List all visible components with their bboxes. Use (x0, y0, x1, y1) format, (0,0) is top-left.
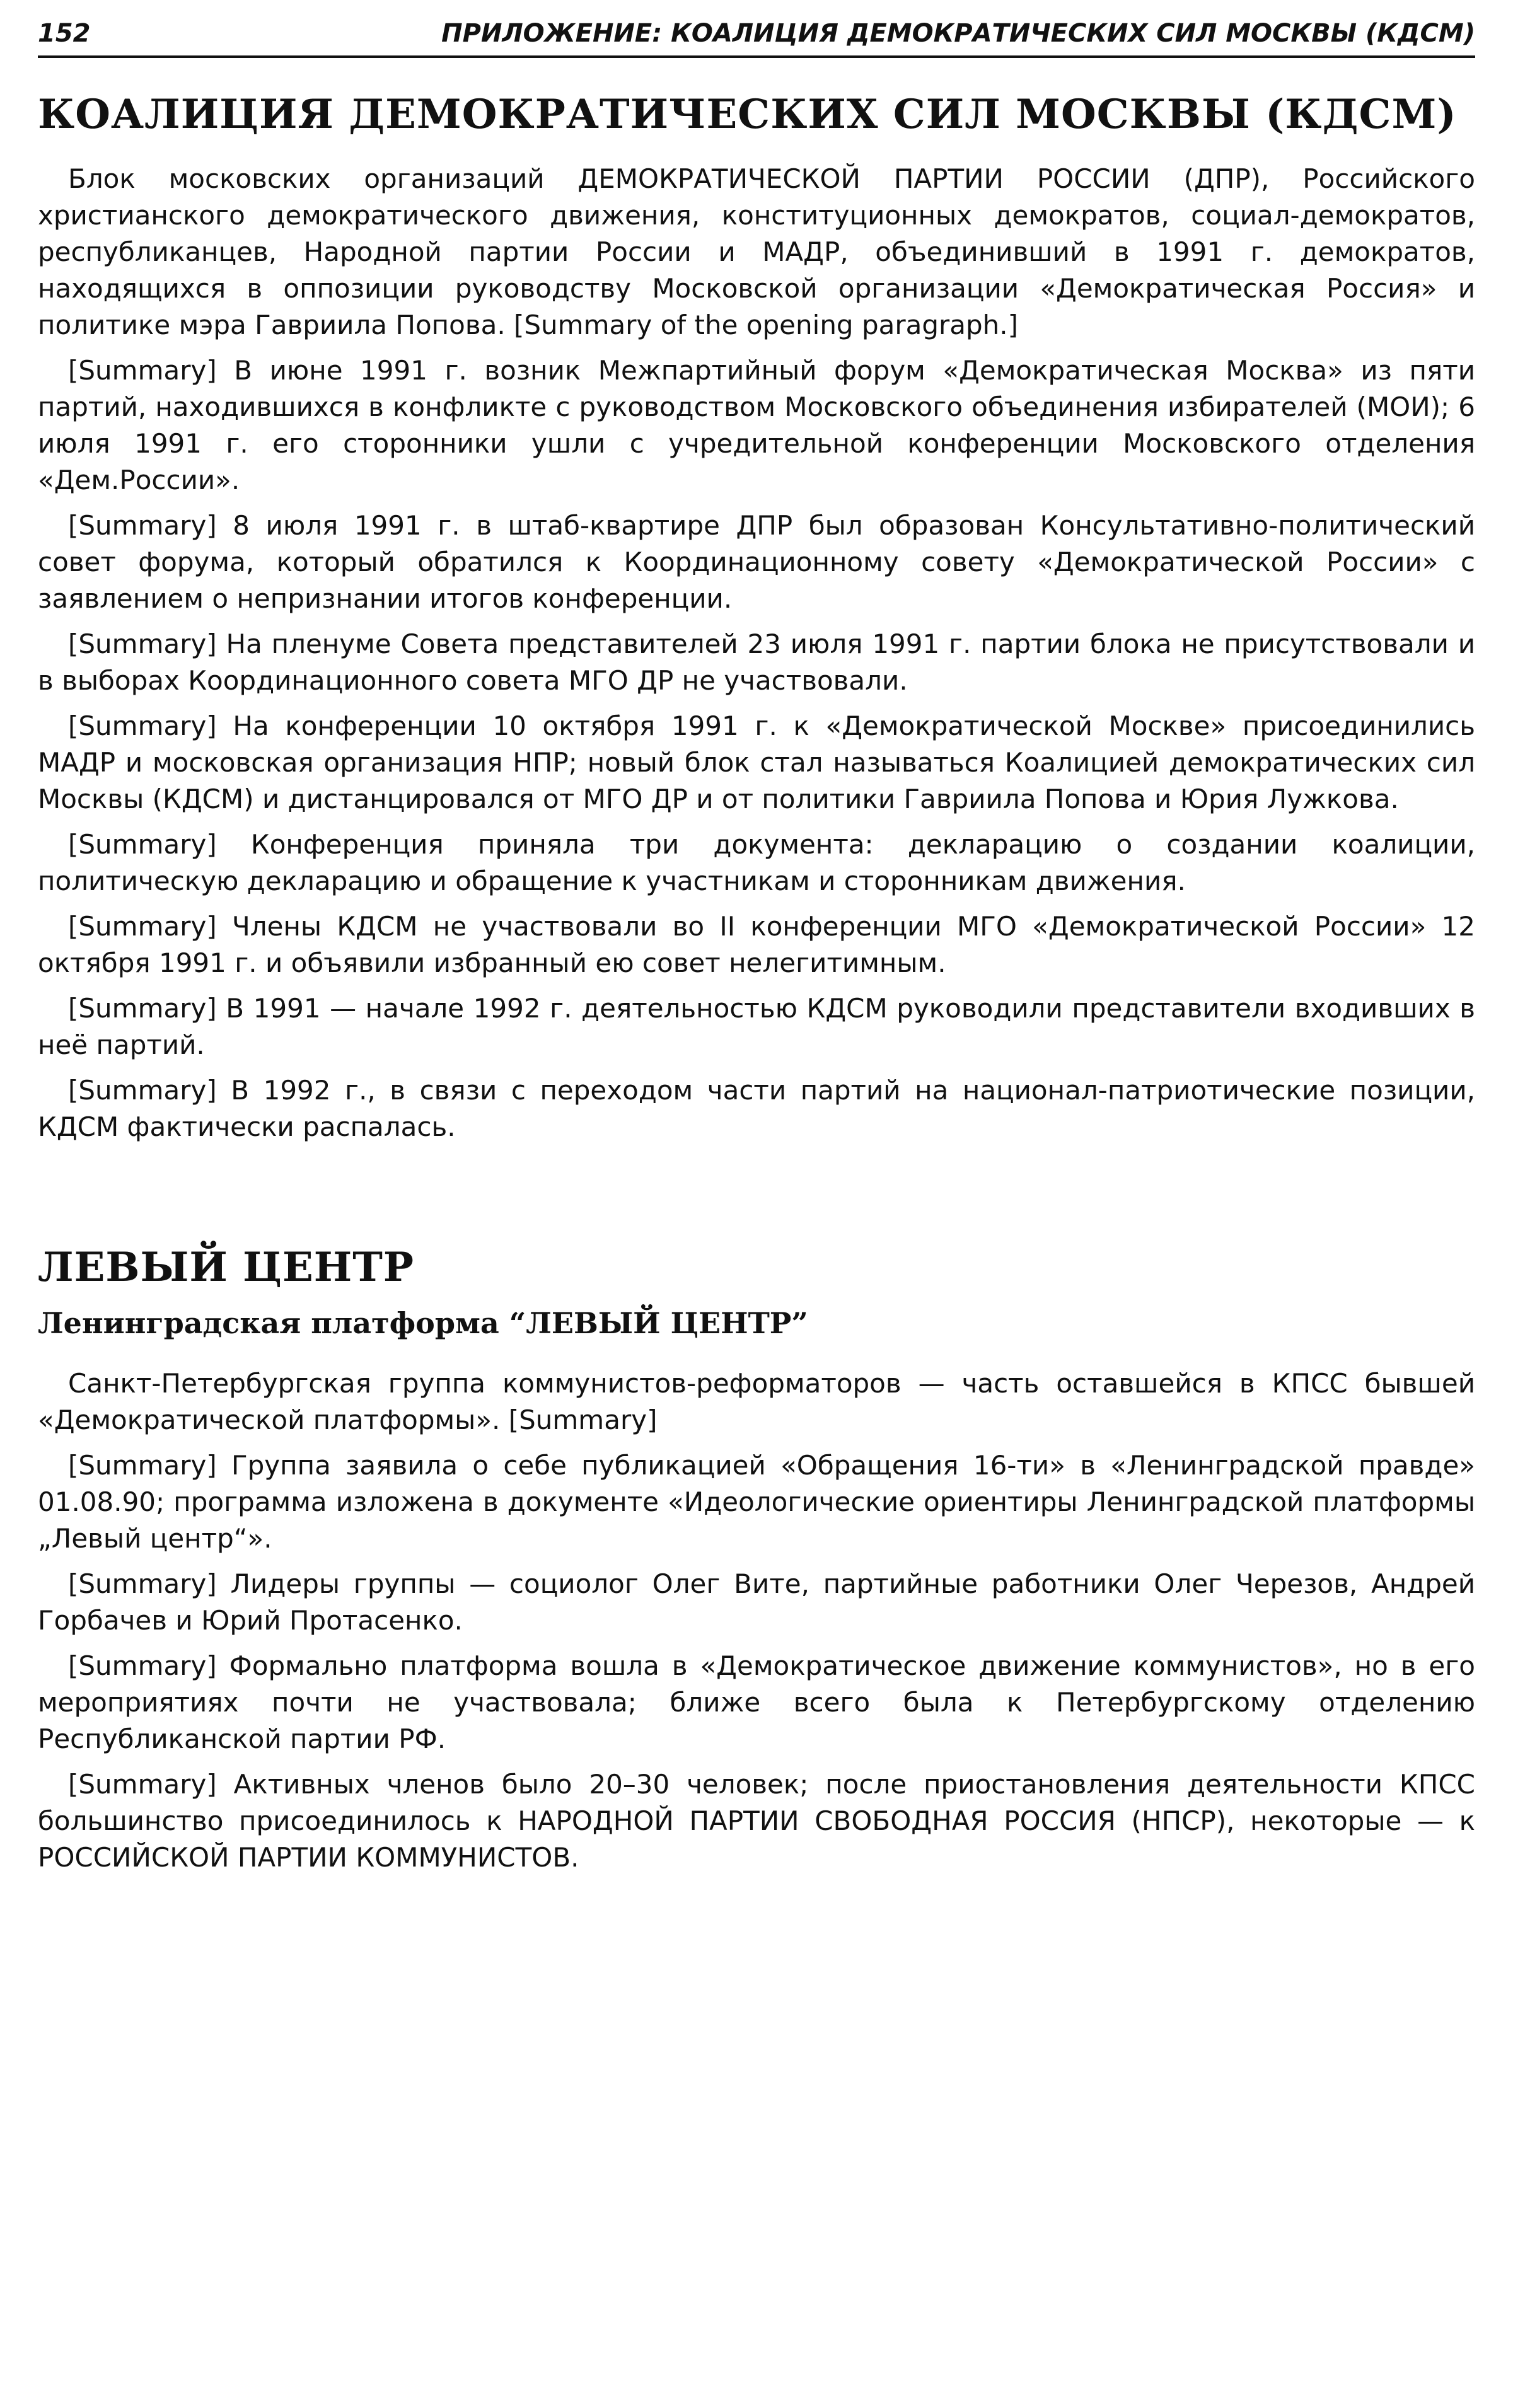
paragraph: [Summary] В 1992 г., в связи с переходом части партий на национал-патриотические позиции, КДСМ фактически распалась. (38, 1075, 1475, 1142)
section-body-left-center (38, 1365, 1475, 1876)
paragraph: [Summary] В 1991 — начале 1992 г. деятельностью КДСМ руководили представители входивших в неё партий. (38, 993, 1475, 1060)
paragraph: [Summary] 8 июля 1991 г. в штаб-квартире ДПР был образован Консультативно-политический совет форума, который обратился к Координационному совету «Демократической России» с заявлением о непризнании итогов конференции. (38, 510, 1475, 614)
paragraph: Санкт-Петербургская группа коммунистов-реформаторов — часть оставшейся в КПСС бывшей «Демократической платформы». [Summary] (38, 1368, 1475, 1435)
running-header (38, 19, 1475, 58)
paragraph: [Summary] В июне 1991 г. возник Межпартийный форум «Демократическая Москва» из пяти партий, находившихся в конфликте с руководством Московского объединения избирателей (МОИ); 6 июля 1991 г. его сторонники ушли с учредительной конференции Московского отделения «Дем.России». (38, 355, 1475, 495)
running-title: ПРИЛОЖЕНИЕ: КОАЛИЦИЯ ДЕМОКРАТИЧЕСКИХ СИЛ МОСКВЫ (КДСМ) (441, 19, 1475, 48)
section-body-kdsm (38, 161, 1475, 1145)
section-title-left-center: ЛЕВЫЙ ЦЕНТР (38, 1244, 414, 1291)
page-number: 152 (38, 19, 91, 48)
section-title-kdsm: КОАЛИЦИЯ ДЕМОКРАТИЧЕСКИХ СИЛ МОСКВЫ (КДСМ) (38, 91, 1457, 138)
paragraph: [Summary] Члены КДСМ не участвовали во II конференции МГО «Демократической России» 12 октября 1991 г. и объявили избранный ею совет нелегитимным. (38, 911, 1475, 978)
paragraph: [Summary] Формально платформа вошла в «Демократическое движение коммунистов», но в его мероприятиях почти не участвовала; ближе всего была к Петербургскому отделению Республиканской партии РФ. (38, 1650, 1475, 1754)
paragraph: [Summary] Группа заявила о себе публикацией «Обращения 16-ти» в «Ленинградской правде» 01.08.90; программа изложена в документе «Идеологические ориентиры Ленинградской платформы „Левый центр“». (38, 1450, 1475, 1554)
section-spacer (38, 1154, 1475, 1211)
paragraph: [Summary] На конференции 10 октября 1991 г. к «Демократической Москве» присоединились МАДР и московская организация НПР; новый блок стал называться Коалицией демократических сил Москвы (КДСМ) и дистанцировался от МГО ДР и от политики Гавриила Попова и Юрия Лужкова. (38, 710, 1475, 814)
paragraph: [Summary] Конференция приняла три документа: декларацию о создании коалиции, политическую декларацию и обращение к участникам и сторонникам движения. (38, 829, 1475, 896)
paragraph: [Summary] Активных членов было 20–30 человек; после приостановления деятельности КПСС большинство присоединилось к НАРОДНОЙ ПАРТИИ СВОБОДНАЯ РОССИЯ (НПСР), некоторые — к РОССИЙСКОЙ ПАРТИИ КОММУНИСТОВ. (38, 1769, 1475, 1873)
section-subtitle: Ленинградская платформа “ЛЕВЫЙ ЦЕНТР” (38, 1306, 808, 1340)
paragraph: Блок московских организаций ДЕМОКРАТИЧЕСКОЙ ПАРТИИ РОССИИ (ДПР), Российского христианского демократического движения, конституционных демократов, социал-демократов, республиканцев, Народной партии России и МАДР, объединивший в 1991 г. демократов, находящихся в оппозиции руководству Московской организации «Демократическая Россия» и политике мэра Гавриила Попова. [Summary of the opening paragraph.] (38, 163, 1475, 340)
paragraph: [Summary] На пленуме Совета представителей 23 июля 1991 г. партии блока не присутствовали и в выборах Координационного совета МГО ДР не участвовали. (38, 628, 1475, 696)
paragraph: [Summary] Лидеры группы — социолог Олег Вите, партийные работники Олег Черезов, Андрей Горбачев и Юрий Протасенко. (38, 1568, 1475, 1636)
